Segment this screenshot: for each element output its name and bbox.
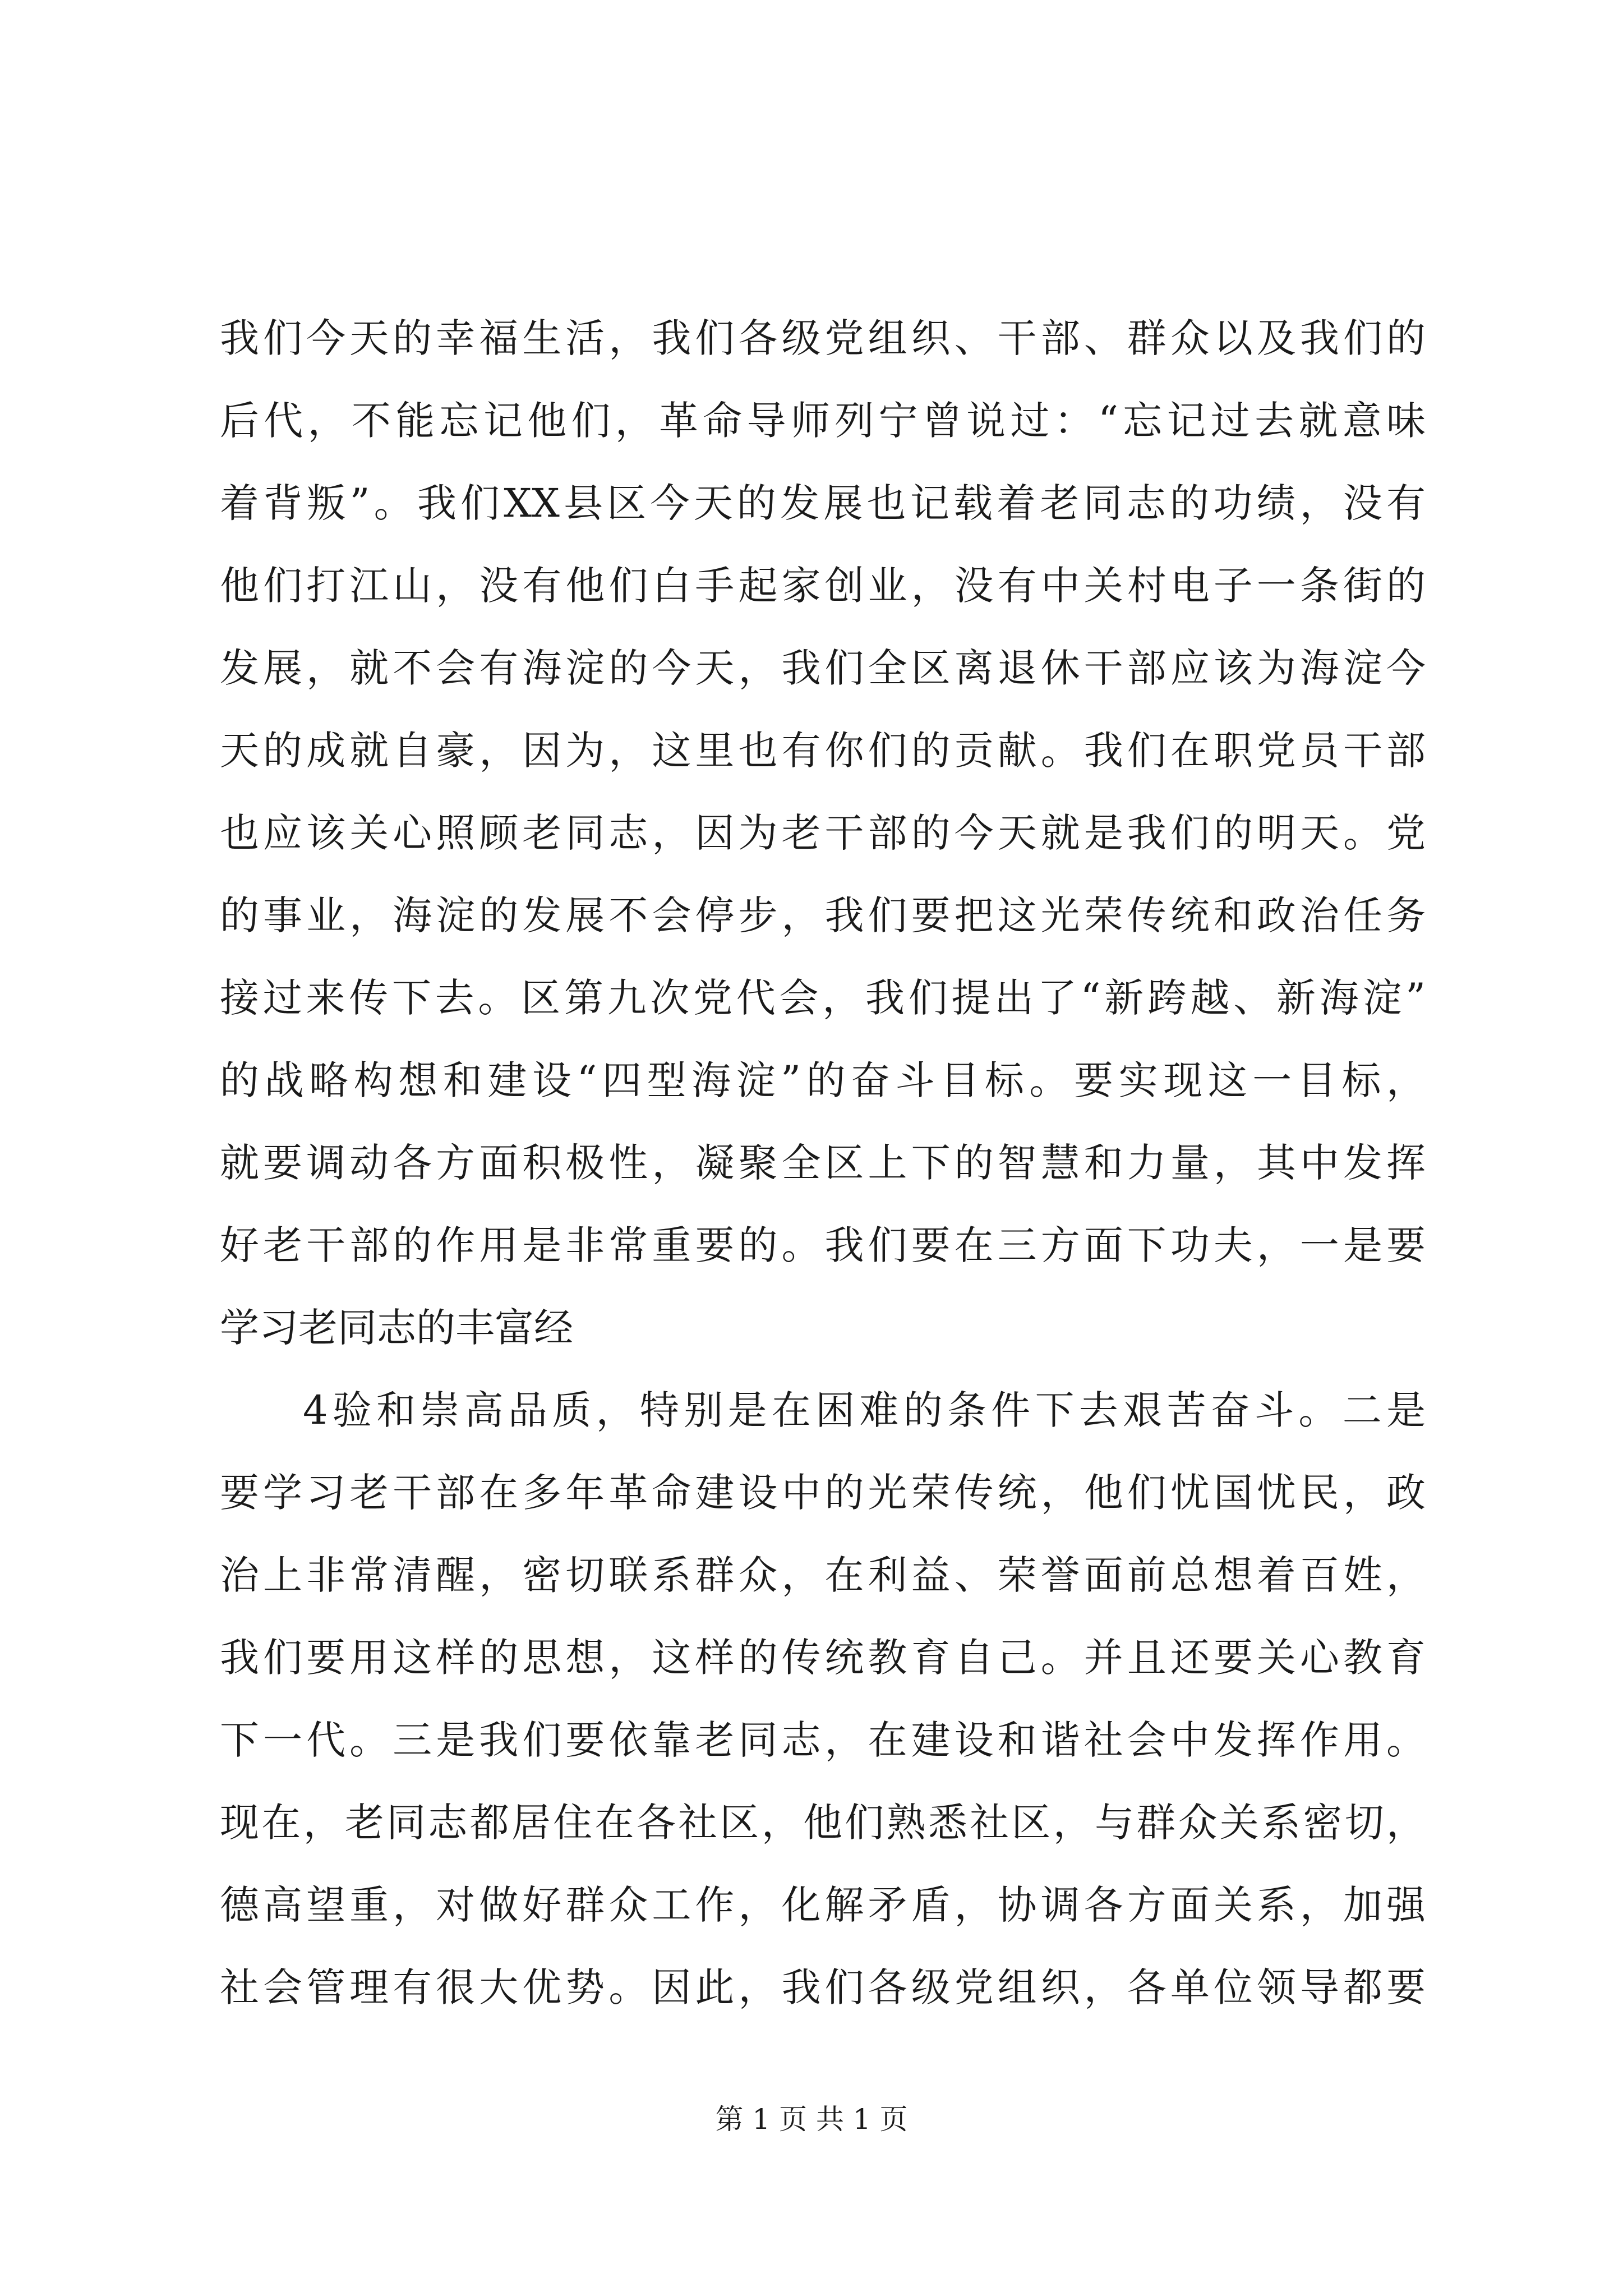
text-line: 他们打江山，没有他们白手起家创业，没有中关村电子一条街的: [220, 563, 1426, 609]
text-line: 也应该关心照顾老同志，因为老干部的今天就是我们的明天。党: [220, 810, 1426, 856]
text-line: 就要调动各方面积极性，凝聚全区上下的智慧和力量，其中发挥: [220, 1140, 1426, 1186]
text-line: 好老干部的作用是非常重要的。我们要在三方面下功夫，一是要: [220, 1222, 1426, 1268]
text-line: 着背叛”。我们XX县区今天的发展也记载着老同志的功绩，没有: [220, 480, 1426, 526]
text-line: 我们要用这样的思想，这样的传统教育自己。并且还要关心教育: [220, 1635, 1426, 1681]
text-line: 天的成就自豪，因为，这里也有你们的贡献。我们在职党员干部: [220, 728, 1426, 774]
text-line: 的战略构想和建设“四型海淀”的奋斗目标。要实现这一目标，: [220, 1057, 1426, 1103]
text-line: 治上非常清醒，密切联系群众，在利益、荣誉面前总想着百姓，: [220, 1552, 1426, 1598]
text-line: 发展，就不会有海淀的今天，我们全区离退休干部应该为海淀今: [220, 645, 1426, 691]
text-line: 现在，老同志都居住在各社区，他们熟悉社区，与群众关系密切，: [220, 1800, 1426, 1846]
text-line: 德高望重，对做好群众工作，化解矛盾，协调各方面关系，加强: [220, 1882, 1426, 1928]
text-line: 社会管理有很大优势。因此，我们各级党组织，各单位领导都要: [220, 1964, 1426, 2010]
body-text: [220, 297, 1426, 2029]
page-number-footer: 第 1 页 共 1 页: [715, 2103, 908, 2136]
text-line: 要学习老干部在多年革命建设中的光荣传统，他们忧国忧民，政: [220, 1470, 1426, 1516]
text-line: 学习老同志的丰富经: [220, 1305, 573, 1351]
text-line: 我们今天的幸福生活，我们各级党组织、干部、群众以及我们的: [220, 315, 1426, 361]
text-line: 接过来传下去。区第九次党代会，我们提出了“新跨越、新海淀”: [220, 975, 1426, 1021]
text-line: 4验和崇高品质，特别是在困难的条件下去艰苦奋斗。二是: [303, 1387, 1426, 1433]
text-line: 下一代。三是我们要依靠老同志，在建设和谐社会中发挥作用。: [220, 1717, 1426, 1763]
text-line: 后代，不能忘记他们，革命导师列宁曾说过：“忘记过去就意味: [220, 398, 1426, 444]
text-line: 的事业，海淀的发展不会停步，我们要把这光荣传统和政治任务: [220, 892, 1426, 938]
